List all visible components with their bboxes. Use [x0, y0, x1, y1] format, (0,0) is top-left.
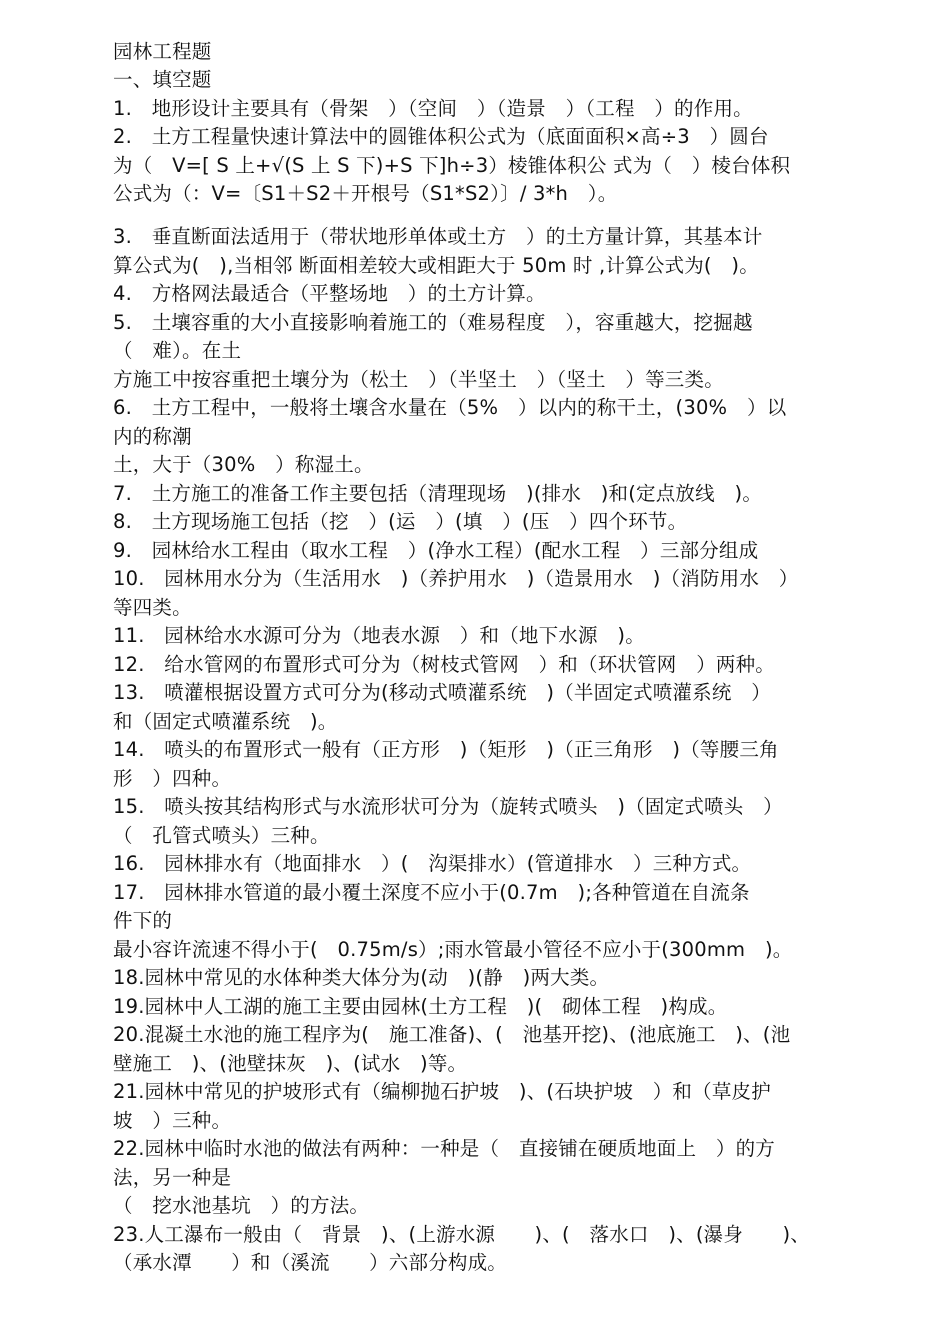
text-line: 18.园林中常见的水体种类大体分为(动 )(静 )两大类。	[113, 966, 610, 989]
text-line: 最小容许流速不得小于( 0.75m/s）;雨水管最小管径不应小于(300mm )。	[113, 938, 793, 961]
text-line: 12. 给水管网的布置形式可分为（树枝式管网 ）和（环状管网 ）两种。	[113, 653, 776, 676]
text-line: 等四类。	[113, 596, 192, 619]
text-line: 5. 土壤容重的大小直接影响着施工的（难易程度 ），容重越大，挖掘越	[113, 311, 753, 334]
text-line: 内的称潮	[113, 425, 192, 448]
text-line: 和（固定式喷灌系统 )。	[113, 710, 338, 733]
text-line: 13. 喷灌根据设置方式可分为(移动式喷灌系统 )（半固定式喷灌系统 ）	[113, 681, 771, 704]
text-line: 10. 园林用水分为（生活用水 )（养护用水 )（造景用水 )（消防用水 ）	[113, 567, 799, 590]
text-line: 壁施工 )、(池壁抹灰 )、(试水 )等。	[113, 1052, 468, 1075]
text-line: （ 难）。在土	[113, 339, 242, 362]
text-line: 21.园林中常见的护坡形式有（编柳抛石护坡 )、(石块护坡 ）和（草皮护	[113, 1080, 771, 1103]
text-line: 22.园林中临时水池的做法有两种：一种是（ 直接铺在硬质地面上 ）的方	[113, 1137, 776, 1160]
text-line: 法，另一种是	[113, 1166, 232, 1189]
text-line: 20.混凝土水池的施工程序为( 施工准备)、( 池基开挖)、(池底施工 )、(池	[113, 1023, 791, 1046]
text-line: 8. 土方现场施工包括（挖 ）(运 ）(填 ）(压 ）四个环节。	[113, 510, 688, 533]
text-line: 11. 园林给水水源可分为（地表水源 ）和（地下水源 )。	[113, 624, 645, 647]
text-line: 17. 园林排水管道的最小覆土深度不应小于(0.7m );各种管道在自流条	[113, 881, 750, 904]
section-heading: 一、填空题	[113, 68, 212, 91]
text-line: 公式为（：V=〔S1＋S2＋开根号（S1*S2）〕/ 3*h ）。	[113, 182, 618, 205]
text-line: 15. 喷头按其结构形式与水流形状可分为（旋转式喷头 )（固定式喷头 ）	[113, 795, 783, 818]
text-line: 土，大于（30% ）称湿土。	[113, 453, 374, 476]
text-line: 算公式为( ),当相邻 断面相差较大或相距大于 50m 时 ,计算公式为( )。	[113, 254, 759, 277]
text-line: 形 ）四种。	[113, 767, 232, 790]
text-line: 7. 土方施工的准备工作主要包括（清理现场 )(排水 )和(定点放线 )。	[113, 482, 763, 505]
text-line: 23.人工瀑布一般由（ 背景 )、(上游水源 )、( 落水口 )、(瀑身 )、	[113, 1223, 810, 1246]
text-line: （承水潭 ）和（溪流 ）六部分构成。	[113, 1251, 508, 1274]
text-line: 14. 喷头的布置形式一般有（正方形 )（矩形 )（正三角形 )（等腰三角	[113, 738, 779, 761]
text-line: 16. 园林排水有（地面排水 ）( 沟渠排水）(管道排水 ）三种方式。	[113, 852, 752, 875]
text-line: 1. 地形设计主要具有（骨架 ）（空间 ）（造景 ）（工程 ）的作用。	[113, 97, 753, 120]
document-title: 园林工程题	[113, 40, 212, 63]
text-line: 6. 土方工程中，一般将土壤含水量在（5% ）以内的称干土，(30% ）以	[113, 396, 787, 419]
text-line: 19.园林中人工湖的施工主要由园林(土方工程 )( 砌体工程 )构成。	[113, 995, 728, 1018]
text-line: 为（ V=[ S 上+√(S 上 S 下)+S 下]h÷3）棱锥体积公 式为（ ）棱台体积	[113, 154, 791, 177]
text-line: 3. 垂直断面法适用于（带状地形单体或土方 ）的土方量计算，其基本计	[113, 225, 763, 248]
text-line: （ 挖水池基坑 ）的方法。	[113, 1194, 370, 1217]
text-line: 4. 方格网法最适合（平整场地 ）的土方计算。	[113, 282, 546, 305]
text-line: 2. 土方工程量快速计算法中的圆锥体积公式为（底面面积×高÷3 ）圆台	[113, 125, 769, 148]
text-line: 件下的	[113, 909, 173, 932]
text-line: （ 孔管式喷头）三种。	[113, 824, 330, 847]
text-line: 9. 园林给水工程由（取水工程 ）(净水工程）(配水工程 ）三部分组成	[113, 539, 759, 562]
text-line: 方施工中按容重把土壤分为（松土 ）（半坚土 ）（坚土 ）等三类。	[113, 368, 724, 391]
text-line: 坡 ）三种。	[113, 1109, 232, 1132]
